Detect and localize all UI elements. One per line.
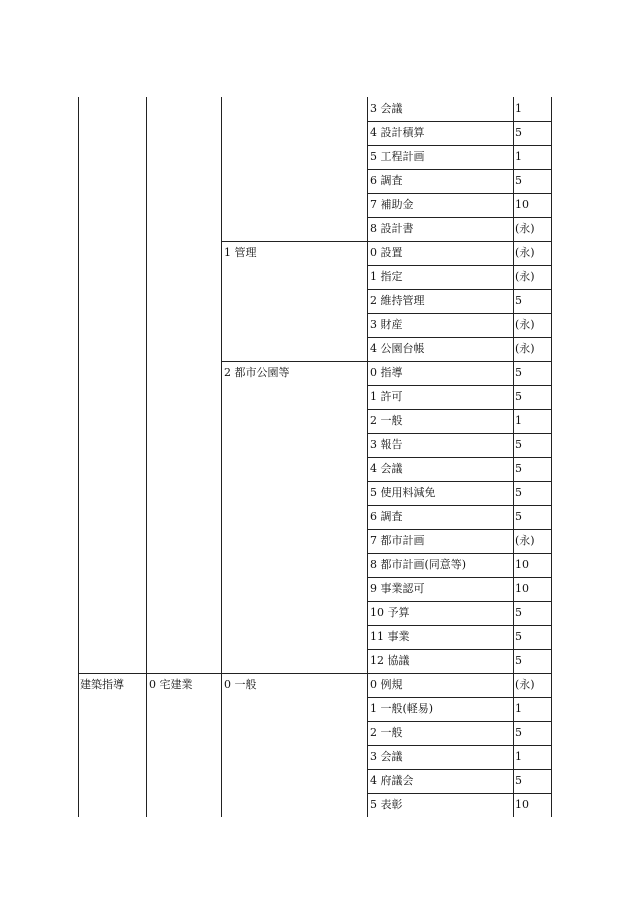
row-divider xyxy=(367,265,552,266)
table-cell-col4: 3 会議 xyxy=(370,102,403,115)
table-cell-col4: 2 一般 xyxy=(370,726,403,739)
table-cell-col5: 5 xyxy=(515,462,522,475)
table-cell-col4: 10 予算 xyxy=(370,606,410,619)
row-divider xyxy=(367,337,552,338)
table-cell-col3: 2 都市公園等 xyxy=(224,366,290,379)
table-cell-col4: 5 使用料減免 xyxy=(370,486,436,499)
table-cell-col4: 8 都市計画(同意等) xyxy=(370,558,467,571)
row-divider xyxy=(367,529,552,530)
table-cell-col5: 10 xyxy=(515,582,529,595)
table-cell-col3: 0 一般 xyxy=(224,678,257,691)
table-cell-col5: 5 xyxy=(515,174,522,187)
table-cell-col4: 3 財産 xyxy=(370,318,403,331)
row-divider xyxy=(367,409,552,410)
column-line-0 xyxy=(78,97,79,817)
table-cell-col4: 7 都市計画 xyxy=(370,534,425,547)
table-cell-col5: 5 xyxy=(515,726,522,739)
row-divider xyxy=(221,361,552,362)
table-cell-col5: 10 xyxy=(515,558,529,571)
row-divider xyxy=(367,457,552,458)
table-cell-col5: (永) xyxy=(515,318,535,331)
table-cell-col4: 1 指定 xyxy=(370,270,403,283)
table-cell-col5: 1 xyxy=(515,414,522,427)
table-cell-col4: 5 表彰 xyxy=(370,798,403,811)
table-cell-col4: 12 協議 xyxy=(370,654,410,667)
row-divider xyxy=(367,697,552,698)
table-cell-col5: 5 xyxy=(515,486,522,499)
table-cell-col4: 1 一般(軽易) xyxy=(370,702,434,715)
table-cell-col5: (永) xyxy=(515,678,535,691)
row-divider xyxy=(367,793,552,794)
row-divider xyxy=(78,673,552,674)
table-cell-col5: (永) xyxy=(515,246,535,259)
table-cell-col4: 8 設計書 xyxy=(370,222,414,235)
table-cell-col4: 11 事業 xyxy=(370,630,410,643)
row-divider xyxy=(367,481,552,482)
table-cell-col5: 1 xyxy=(515,150,522,163)
row-divider xyxy=(367,289,552,290)
table-cell-col4: 6 調査 xyxy=(370,510,403,523)
row-divider xyxy=(367,625,552,626)
row-divider xyxy=(367,769,552,770)
table-cell-col5: 1 xyxy=(515,702,522,715)
table-cell-col5: 5 xyxy=(515,294,522,307)
table-cell-col4: 0 設置 xyxy=(370,246,403,259)
table-cell-col4: 6 調査 xyxy=(370,174,403,187)
row-divider xyxy=(367,505,552,506)
table-cell-col5: 10 xyxy=(515,198,529,211)
table-cell-col4: 7 補助金 xyxy=(370,198,414,211)
row-divider xyxy=(367,169,552,170)
table-cell-col5: 1 xyxy=(515,750,522,763)
table-cell-col5: 5 xyxy=(515,438,522,451)
table-cell-col5: 10 xyxy=(515,798,529,811)
table-cell-col4: 4 会議 xyxy=(370,462,403,475)
table-cell-col5: 5 xyxy=(515,390,522,403)
table-cell-col4: 4 府議会 xyxy=(370,774,414,787)
table-cell-col4: 1 許可 xyxy=(370,390,403,403)
row-divider xyxy=(367,193,552,194)
table-cell-col5: (永) xyxy=(515,534,535,547)
row-divider xyxy=(367,217,552,218)
table-cell-col5: (永) xyxy=(515,342,535,355)
table-cell-col5: 5 xyxy=(515,774,522,787)
row-divider xyxy=(367,121,552,122)
column-line-2 xyxy=(221,97,222,817)
table-cell-col1: 建築指導 xyxy=(80,678,124,691)
table-cell-col4: 0 指導 xyxy=(370,366,403,379)
row-divider xyxy=(367,649,552,650)
table-cell-col5: (永) xyxy=(515,222,535,235)
table-cell-col5: 5 xyxy=(515,606,522,619)
table-cell-col5: 5 xyxy=(515,366,522,379)
table-cell-col4: 0 例規 xyxy=(370,678,403,691)
table-cell-col5: 5 xyxy=(515,510,522,523)
table-cell-col4: 4 設計積算 xyxy=(370,126,425,139)
table-cell-col4: 3 会議 xyxy=(370,750,403,763)
table-cell-col5: 1 xyxy=(515,102,522,115)
table-cell-col4: 3 報告 xyxy=(370,438,403,451)
row-divider xyxy=(367,553,552,554)
table-cell-col5: 5 xyxy=(515,654,522,667)
table-cell-col3: 1 管理 xyxy=(224,246,257,259)
table-cell-col2: 0 宅建業 xyxy=(149,678,193,691)
table-cell-col4: 4 公園台帳 xyxy=(370,342,425,355)
row-divider xyxy=(221,241,552,242)
row-divider xyxy=(367,145,552,146)
table-cell-col5: (永) xyxy=(515,270,535,283)
row-divider xyxy=(367,433,552,434)
table-cell-col4: 2 維持管理 xyxy=(370,294,425,307)
table-cell-col4: 5 工程計画 xyxy=(370,150,425,163)
row-divider xyxy=(367,577,552,578)
table-cell-col5: 5 xyxy=(515,126,522,139)
row-divider xyxy=(367,601,552,602)
table-cell-col4: 9 事業認可 xyxy=(370,582,425,595)
table-cell-col4: 2 一般 xyxy=(370,414,403,427)
table-cell-col5: 5 xyxy=(515,630,522,643)
row-divider xyxy=(367,745,552,746)
row-divider xyxy=(367,721,552,722)
row-divider xyxy=(367,385,552,386)
column-line-1 xyxy=(146,97,147,817)
row-divider xyxy=(367,313,552,314)
